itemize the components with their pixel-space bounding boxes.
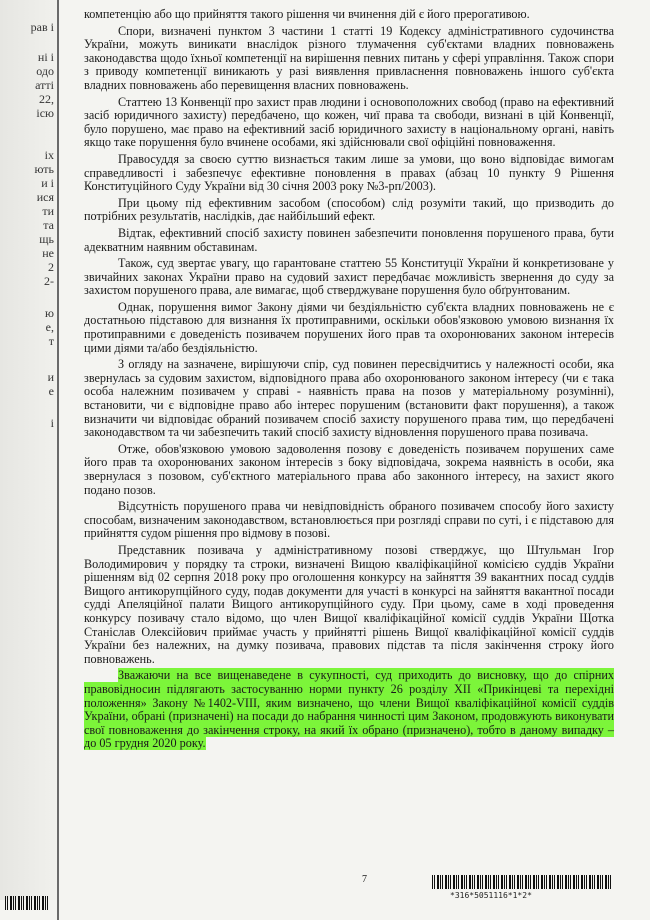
paragraph-p11: Представник позивача у адміністративному позові стверджує, що Штульман Ігор Володимирович у порядку та строки, визначені Вищою кваліфікаційної комісією суддів України рішенням від 02 серпня 2018 року про оголошення конкурсу на зайняття 39 вакантних посад суддів Вищого антикорупційного суду, подав документи для участі в конкурсі на зайняття вакантної посади судді Апеляційної палати Вищого антикорупційного суду. При цьому, саме в ході проведення конкурсу позивачу стало відомо, що член Вищої кваліфікаційної комісії суддів України Щотка Станіслав Олексійович приймає участь у прийнятті рішень Вищої кваліфікаційної комісії суддів України без належних, на думку позивача, правових підстав та після закінчення строку його повноважень. (84, 542, 614, 666)
margin-barcode-graphic (5, 896, 50, 910)
paragraph-p7: Однак, порушення вимог Закону діями чи бездіяльністю суб'єкта владних повноважень не є достатньою підставою для визнання їх протиправними, оскільки обов'язковою умовою визнання їх протиправними є доведеність позивачем порушених його прав та охоронюваних законом інтересів цими діями та/або бездіяльністю. (84, 299, 614, 355)
paragraph-p2: Статтею 13 Конвенції про захист прав людини і основоположних свобод (право на ефективний засіб юридичного захисту) передбачено, що кожен, чиї права та свободи, визнані в цій Конвенції, було порушено, має право на ефективний засіб юридичного захисту в національному органі, навіть якщо таке порушення було вчинене особами, які здійснювали свої офіційні повноваження. (84, 94, 614, 150)
margin-fragment: 22, (39, 92, 54, 106)
paragraph-p3: Правосуддя за своєю суттю визнається таким лише за умови, що воно відповідає вимогам справедливості і забезпечує ефективне поновлення в правах (абзац 10 пункту 9 Рішення Конституційного Суду України від 30 січня 2003 року №3-рп/2003). (84, 151, 614, 194)
margin-fragment: ні і (37, 50, 54, 64)
paragraph-p10: Відсутність порушеного права чи невідповідність обраного позивачем способу його захисту способам, визначеним законодавством, встановлюється при розгляді справи по суті, і є підставою для прийняття судом рішення про відмову в позові. (84, 499, 614, 541)
paragraph-p1: Спори, визначені пунктом 3 частини 1 статті 19 Кодексу адміністративного судочинства України, можуть виникати внаслідок різного тлумачення суб'єктами владних повноважень законодавства щодо їхньої компетенції на вирішення певних питань у сфері управління. Також спори з приводу компетенції виникають у разі виявлення привласнення повноважень іншого суб'єкта владних повноважень або перевищення власних повноважень. (84, 23, 614, 92)
highlighted-text: Зважаючи на все вищенаведене в сукупності, суд приходить до висновку, що до спірних правовідносин підлягають застосуванню норми пункту 26 розділу XII «Прикінцеві та перехідні положення» Закону №1402-VIII, яким визначено, що члени Вищої кваліфікаційної комісії суддів України, обрані (призначені) на посади до набрання чинності цим Законом, продовжують виконувати свої повноваження до закінчення строку, на який їх обрано (призначено), тобто в даному випадку – до 05 грудня 2020 року. (84, 668, 614, 751)
margin-fragment: и і (41, 176, 54, 190)
margin-fragment: ють (34, 162, 54, 176)
margin-fragment: 2 (48, 260, 54, 274)
margin-fragment: 2- (44, 274, 54, 288)
margin-fragment: рав і (30, 20, 54, 34)
margin-fragment: т (48, 334, 54, 348)
margin-fragment: ися (36, 190, 54, 204)
paragraph-p6: Також, суд звертає увагу, що гарантоване статтею 55 Конституції України й конкретизоване у звичайних законах України право на судовий захист передбачає можливість звернення до суду за захистом порушеного права, але вимагає, щоб стверджуване порушення було обґрунтованим. (84, 256, 614, 298)
page-number: 7 (362, 874, 367, 885)
paragraph-p0: компетенцію або що прийняття такого рішення чи вчинення дій є його прерогативою. (84, 7, 530, 21)
document-body (84, 8, 614, 754)
left-margin-strip (0, 0, 58, 900)
margin-fragment: і (50, 416, 54, 430)
margin-fragment: е, (45, 320, 54, 334)
barcode-graphic (432, 875, 612, 889)
barcode-number: *316*5051116*1*2* (450, 891, 532, 900)
margin-fragment: іх (44, 148, 54, 162)
paragraph-p4: При цьому під ефективним засобом (способом) слід розуміти такий, що призводить до потрібних результатів, наслідків, дає найбільший ефект. (84, 195, 614, 224)
margin-fragment: е (48, 384, 54, 398)
binding-edge-line (57, 0, 59, 920)
paragraph-p12 (84, 669, 614, 751)
paragraph-p8: З огляду на зазначене, вирішуючи спір, суд повинен пересвідчитись у належності особи, яка звернулась за судовим захистом, відповідного права або охоронюваного законом інтересу (чи є така особа належним позивачем у справі - наявність права на позов у матеріальному розумінні), встановити, чи є відповідне право або інтерес порушеним (встановити факт порушення), а також визначити чи відповідає обраний позивачем спосіб захисту порушеного права тим, що передбачені законодавством та чи забезпечить такий спосіб захисту відновлення порушеного права позивача. (84, 357, 614, 440)
margin-fragment: ю (45, 306, 54, 320)
margin-fragment: та (43, 218, 54, 232)
margin-fragment: одо (36, 64, 54, 78)
paragraph-p9: Отже, обов'язковою умовою задоволення позову є доведеність позивачем порушених саме його прав та охоронюваних законом інтересів з боку відповідача, зокрема наявність в особи, яка звернулася з позовом, суб'єктного матеріального права або законного інтересу, на захист якого подано позов. (84, 441, 614, 497)
margin-fragment: не (42, 246, 54, 260)
margin-fragment: ісю (36, 106, 54, 120)
margin-fragment: ти (42, 204, 54, 218)
margin-fragment: и (47, 370, 54, 384)
margin-fragment: атті (35, 78, 54, 92)
margin-fragment: щь (39, 232, 54, 246)
paragraph-p5: Відтак, ефективний спосіб захисту повинен забезпечити поновлення порушеного права, бути адекватним наявним обставинам. (84, 225, 614, 254)
